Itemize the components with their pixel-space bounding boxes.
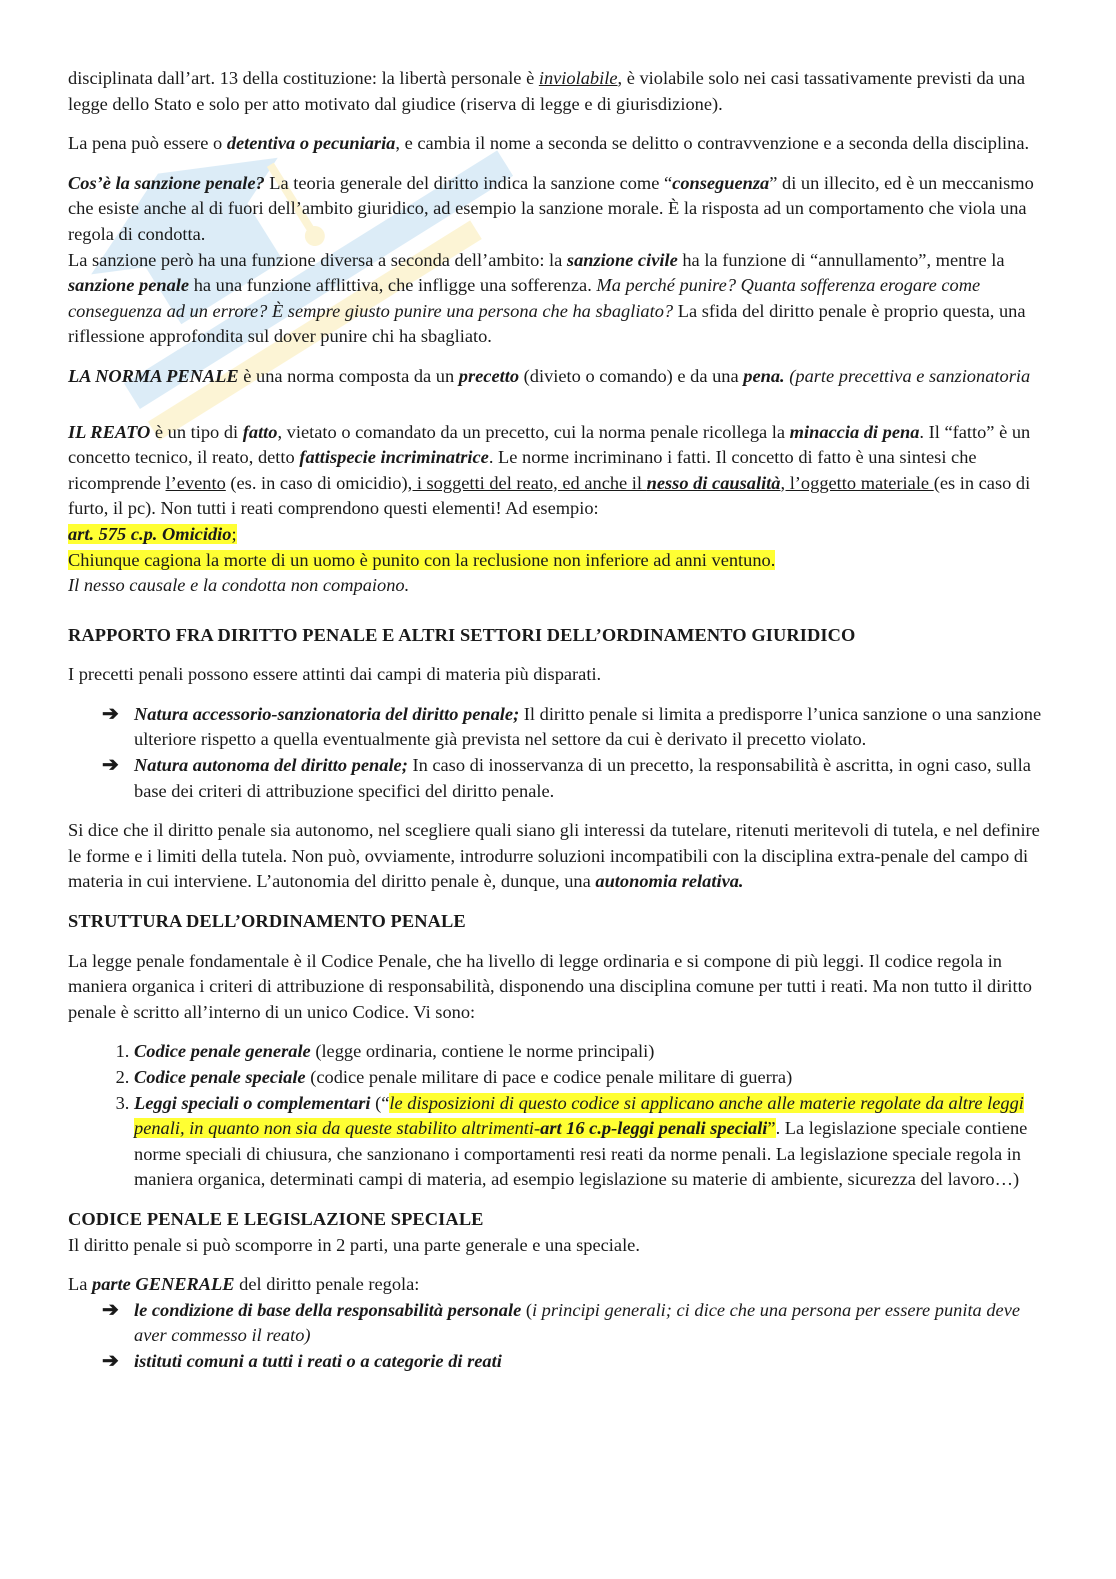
text: Codice penale speciale [134,1067,306,1087]
paragraph-pena [68,131,1048,157]
text: ; [231,523,237,544]
fatto-term: fatto [242,421,278,442]
art-16-quote-highlight: le disposizioni di questo codice si applicano anche alle materie regolate da altre leggi penali, in quanto non sia da queste stabilito altrimenti- [134,1092,1024,1139]
paragraph-reato [68,420,1048,599]
text: La sfida del diritto penale è proprio questa, una riflessione approfondita sul dover punire chi ha sbagliato. [68,300,1026,347]
text: . La legislazione speciale contiene norme speciali di chiusura, che sanzionano i comportamenti resi reati da norme penali. La legislazione speciale regola in maniera organica, determinati campi di materia, ad esempio legislazione su materie di ambiente, sicurezza del lavoro…) [134,1118,1028,1190]
text: Codice penale generale [134,1041,311,1062]
text: ” [767,1118,776,1139]
autonomia-relativa-term: autonomia relativa. [595,871,744,892]
sanzione-penale-term: sanzione penale [68,275,190,296]
heading-struttura: STRUTTURA DELL’ORDINAMENTO PENALE [68,911,466,932]
text: disciplinata dall’art. 13 della costituzione: la libertà personale è [68,68,539,88]
paragraph-codice-penale: La legge penale fondamentale è il Codice Penale, che ha livello di legge ordinaria e si compone di più leggi. Il codice regola in maniera organica i criteri di attribuzione di responsabilità, disponendo una disciplina comune per tutti i reati. Ma non tutto il diritto penale è scritto all’interno di un unico Codice. Vi sono: [68,950,1032,1022]
text: . Il “fatto” è un concetto tecnico, il reato, detto [68,421,1031,468]
paragraph-precetti: I precetti penali possono essere attinti dai campi di materia più disparati. [68,664,602,685]
text: , è violabile solo nei casi tassativamente previsti da una legge dello Stato e solo per atto motivato dal giudice (riserva di legge e di giurisdizione). [68,68,1026,114]
text: (es in caso di furto, il pc). Non tutti i reati comprendono questi elementi! Ad esempio: [68,472,1031,519]
text: Il diritto penale si limita a predisporre l’unica sanzione o una sanzione ulteriore rispetto a quella eventualmente già prevista nel settore da cui è derivato il precetto violato. [134,703,1042,750]
paragraph-liberta-personale [68,66,1048,117]
document-page [68,66,1048,1389]
omicidio-quote-highlight: Chiunque cagiona la morte di un uomo è punito con la reclusione non inferiore ad anni ventuno. [68,549,776,570]
list-item [134,1039,1048,1065]
fattispecie-term: fattispecie incriminatrice [299,447,489,468]
text: La teoria generale del diritto indica la sanzione come “ [264,172,673,193]
text: i principi generali; ci dice che una persona per essere punita deve aver commesso il reato) [134,1299,1021,1346]
list-item [102,1349,1048,1375]
nesso-causalita-term: nesso di causalità [646,472,781,493]
text: istituti comuni a tutti i reati o a categorie di reati [134,1350,502,1371]
list-item [102,1298,1048,1349]
text: le condizione di base della responsabilità personale [134,1299,522,1320]
text: , l’oggetto materiale [780,472,934,493]
text: La [68,1274,92,1295]
sanzione-civile-term: sanzione civile [566,249,678,270]
text: Natura accessorio-sanzionatoria del diritto penale; [134,703,520,724]
italic-questions: Ma perché punire? Quanta sofferenza erogare come conseguenza ad un errore? È sempre giusto punire una persona che ha sbagliato? [68,275,981,321]
list-item [134,1065,1048,1091]
minaccia-term: minaccia di pena [789,421,920,442]
list-item [102,702,1048,753]
codici-list [68,1039,1048,1193]
text: è un tipo di [150,421,243,442]
heading-codice-legislazione: CODICE PENALE E LEGISLAZIONE SPECIALE [68,1208,484,1229]
text: (legge ordinaria, contiene le norme principali) [310,1041,655,1062]
text: La sanzione però ha una funzione diversa a seconda dell’ambito: la [68,249,567,270]
art-16-highlight: art 16 c.p-leggi penali speciali [540,1118,768,1139]
list-item [134,1091,1048,1193]
heading-rapporto: RAPPORTO FRA DIRITTO PENALE E ALTRI SETTORI DELL’ORDINAMENTO GIURIDICO [68,624,856,645]
text: ( [521,1299,532,1320]
nature-list [68,702,1048,804]
text: , i soggetti del reato, ed anche il [407,472,647,493]
arrow-bullet-icon: ➔ [102,1298,119,1321]
paragraph-autonomia [68,818,1048,895]
text: ha la funzione di “annullamento”, mentre la [677,249,1005,270]
text: , vietato o comandato da un precetto, cui la norma penale ricollega la [277,421,790,442]
text: (“ [370,1092,390,1113]
sanzione-question: Cos’è la sanzione penale? [68,172,265,193]
paragraph-parte-generale [68,1272,1048,1298]
norma-penale-term: LA NORMA PENALE [68,365,239,386]
precetto-term: precetto [458,365,520,386]
text: Leggi speciali o complementari [134,1092,371,1113]
text: Il nesso causale e la condotta non compaiono. [68,575,410,596]
text: Si dice che il diritto penale sia autonomo, nel scegliere quali siano gli interessi da tutelare, ritenuti meritevoli di tutela, e nel definire le forme e i limiti della tutela. Non può, ovviamente, introdurre soluzioni incompatibili con la disciplina extra-penale del campo di materia in cui interviene. L’autonomia del diritto penale è, dunque, una [68,820,1040,892]
inviolabile-term: inviolabile [538,68,618,88]
text: (divieto o comando) e da una [519,365,744,386]
text: . Le norme incriminano i fatti. Il concetto di fatto è una sintesi che ricomprende [68,447,977,493]
arrow-bullet-icon: ➔ [102,754,119,777]
text: (codice penale militare di pace e codice penale militare di guerra) [305,1067,793,1087]
arrow-bullet-icon: ➔ [102,702,119,725]
text: (parte precettiva e sanzionatoria [784,365,1031,386]
text: Natura autonoma del diritto penale; [134,755,408,776]
text: ” di un illecito, ed è un meccanismo che esiste anche al di fuori dell’ambito giuridico, ad esempio la sanzione morale. È la risposta ad un comportamento che viola una regola di condotta. [68,172,1034,244]
text: ha una funzione afflittiva, che infligge una sofferenza. [189,275,597,296]
reato-term: IL REATO [68,421,151,442]
text: (es. in caso di omicidio) [225,472,408,493]
text: , e cambia il nome a seconda se delitto o contravvenzione e a seconda della disciplina. [395,133,1030,154]
art-575-highlight: art. 575 c.p. Omicidio [68,523,232,544]
paragraph-sanzione-penale [68,171,1048,350]
parte-generale-term: parte GENERALE [92,1274,235,1295]
text: del diritto penale regola: [234,1274,420,1295]
evento-term: l’evento [165,472,226,493]
list-item [102,753,1048,804]
arrow-bullet-icon: ➔ [102,1349,119,1372]
conseguenza-term: conseguenza [672,172,770,193]
pena-term: pena. [743,365,785,386]
text: è una norma composta da un [238,365,459,386]
paragraph-norma-penale [68,364,1048,390]
text: La pena può essere o [68,133,227,154]
parte-generale-list [68,1298,1048,1375]
text: In caso di inosservanza di un precetto, la responsabilità è ascritta, in ogni caso, sulla base dei criteri di attribuzione specifici del diritto penale. [134,755,1031,801]
paragraph-scomposizione: Il diritto penale si può scomporre in 2 parti, una parte generale e una speciale. [68,1234,640,1255]
detentiva-term: detentiva o pecuniaria [226,133,396,154]
